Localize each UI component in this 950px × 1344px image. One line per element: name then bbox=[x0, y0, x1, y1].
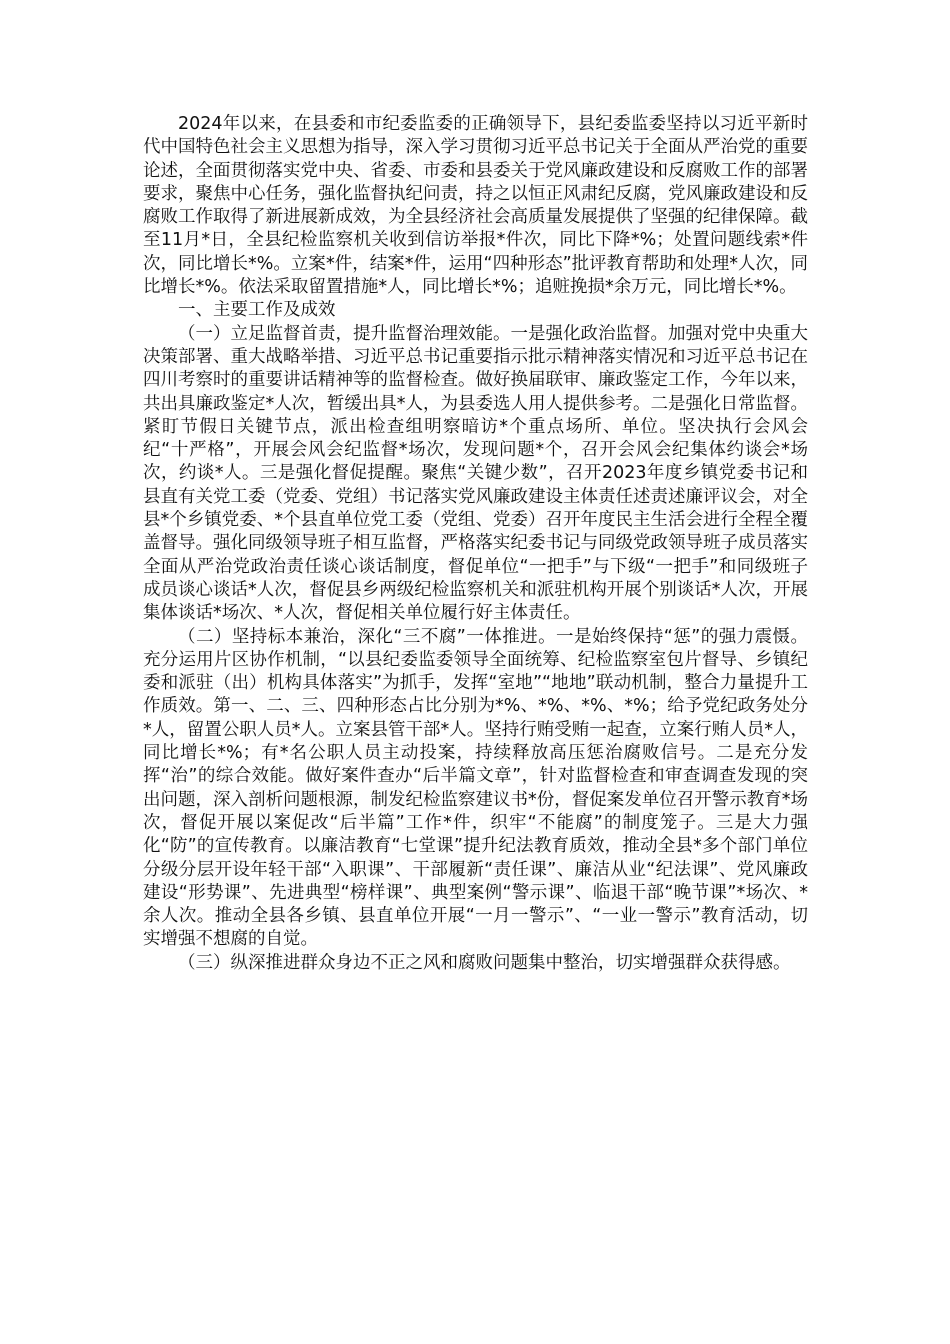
intro-paragraph: 2024年以来，在县委和市纪委监委的正确领导下，县纪委监委坚持以习近平新时代中国特色社会主义思想为指导，深入学习贯彻习近平总书记关于全面从严治党的重要论述，全面贯彻落实党中央、省委、市委和县委关于党风廉政建设和反腐败工作的部署要求，聚焦中心任务，强化监督执纪问责，持之以恒正风肃纪反腐，党风廉政建设和反腐败工作取得了新进展新成效，为全县经济社会高质量发展提供了坚强的纪律保障。截至11月*日，全县纪检监察机关收到信访举报*件次，同比下降*%；处置问题线索*件次，同比增长*%。立案*件，结案*件，运用“四种形态”批评教育帮助和处理*人次，同比增长*%。依法采取留置措施*人，同比增长*%；追赃挽损*余万元，同比增长*%。 bbox=[143, 114, 808, 298]
subsection-paragraph-2: （二）坚持标本兼治，深化“三不腐”一体推进。一是始终保持“惩”的强力震慑。充分运用片区协作机制，“以县纪委监委领导全面统筹、纪检监察室包片督导、乡镇纪委和派驻（出）机构具体落实”为抓手，发挥“室地”“地地”联动机制，整合力量提升工作质效。第一、二、三、四种形态占比分别为*%、*%、*%、*%；给予党纪政务处分*人，留置公职人员*人。立案县管干部*人。坚持行贿受贿一起查，立案行贿人员*人，同比增长*%；有*名公职人员主动投案，持续释放高压惩治腐败信号。二是充分发挥“治”的综合效能。做好案件查办“后半篇文章”，针对监督检查和审查调查发现的突出问题，深入剖析问题根源，制发纪检监察建议书*份，督促案发单位召开警示教育*场次，督促开展以案促改“后半篇”工作*件，织牢“不能腐”的制度笼子。三是大力强化“防”的宣传教育。以廉洁教育“七堂课”提升纪法教育质效，推动全县*多个部门单位分级分层开设年轻干部“入职课”、干部履新“责任课”、廉洁从业“纪法课”、党风廉政建设“形势课”、先进典型“榜样课”、典型案例“警示课”、临退干部“晚节课”*场次、*余人次。推动全县各乡镇、县直单位开展“一月一警示”、“一业一警示”教育活动，切实增强不想腐的自觉。 bbox=[143, 626, 808, 950]
document-body bbox=[143, 113, 808, 975]
subsection-paragraph-1: （一）立足监督首责，提升监督治理效能。一是强化政治监督。加强对党中央重大决策部署、重大战略举措、习近平总书记重要指示批示精神落实情况和习近平总书记在四川考察时的重要讲话精神等的监督检查。做好换届联审、廉政鉴定工作，今年以来，共出具廉政鉴定*人次，暂缓出具*人，为县委选人用人提供参考。二是强化日常监督。紧盯节假日关键节点，派出检查组明察暗访*个重点场所、单位。坚决执行会风会纪“十严格”，开展会风会纪监督*场次，发现问题*个，召开会风会纪集体约谈会*场次，约谈*人。三是强化督促提醒。聚焦“关键少数”，召开2023年度乡镇党委书记和县直有关党工委（党委、党组）书记落实党风廉政建设主体责任述责述廉评议会，对全县*个乡镇党委、*个县直单位党工委（党组、党委）召开年度民主生活会进行全程全覆盖督导。强化同级领导班子相互监督，严格落实纪委书记与同级党政领导班子成员落实全面从严治党政治责任谈心谈话制度，督促单位“一把手”与下级“一把手”和同级班子成员谈心谈话*人次，督促县乡两级纪检监察机关和派驻机构开展个别谈话*人次，开展集体谈话*场次、*人次，督促相关单位履行好主体责任。 bbox=[143, 323, 808, 624]
subsection-paragraph-3: （三）纵深推进群众身边不正之风和腐败问题集中整治，切实增强群众获得感。 bbox=[178, 952, 791, 973]
section-heading: 一、主要工作及成效 bbox=[178, 300, 336, 321]
